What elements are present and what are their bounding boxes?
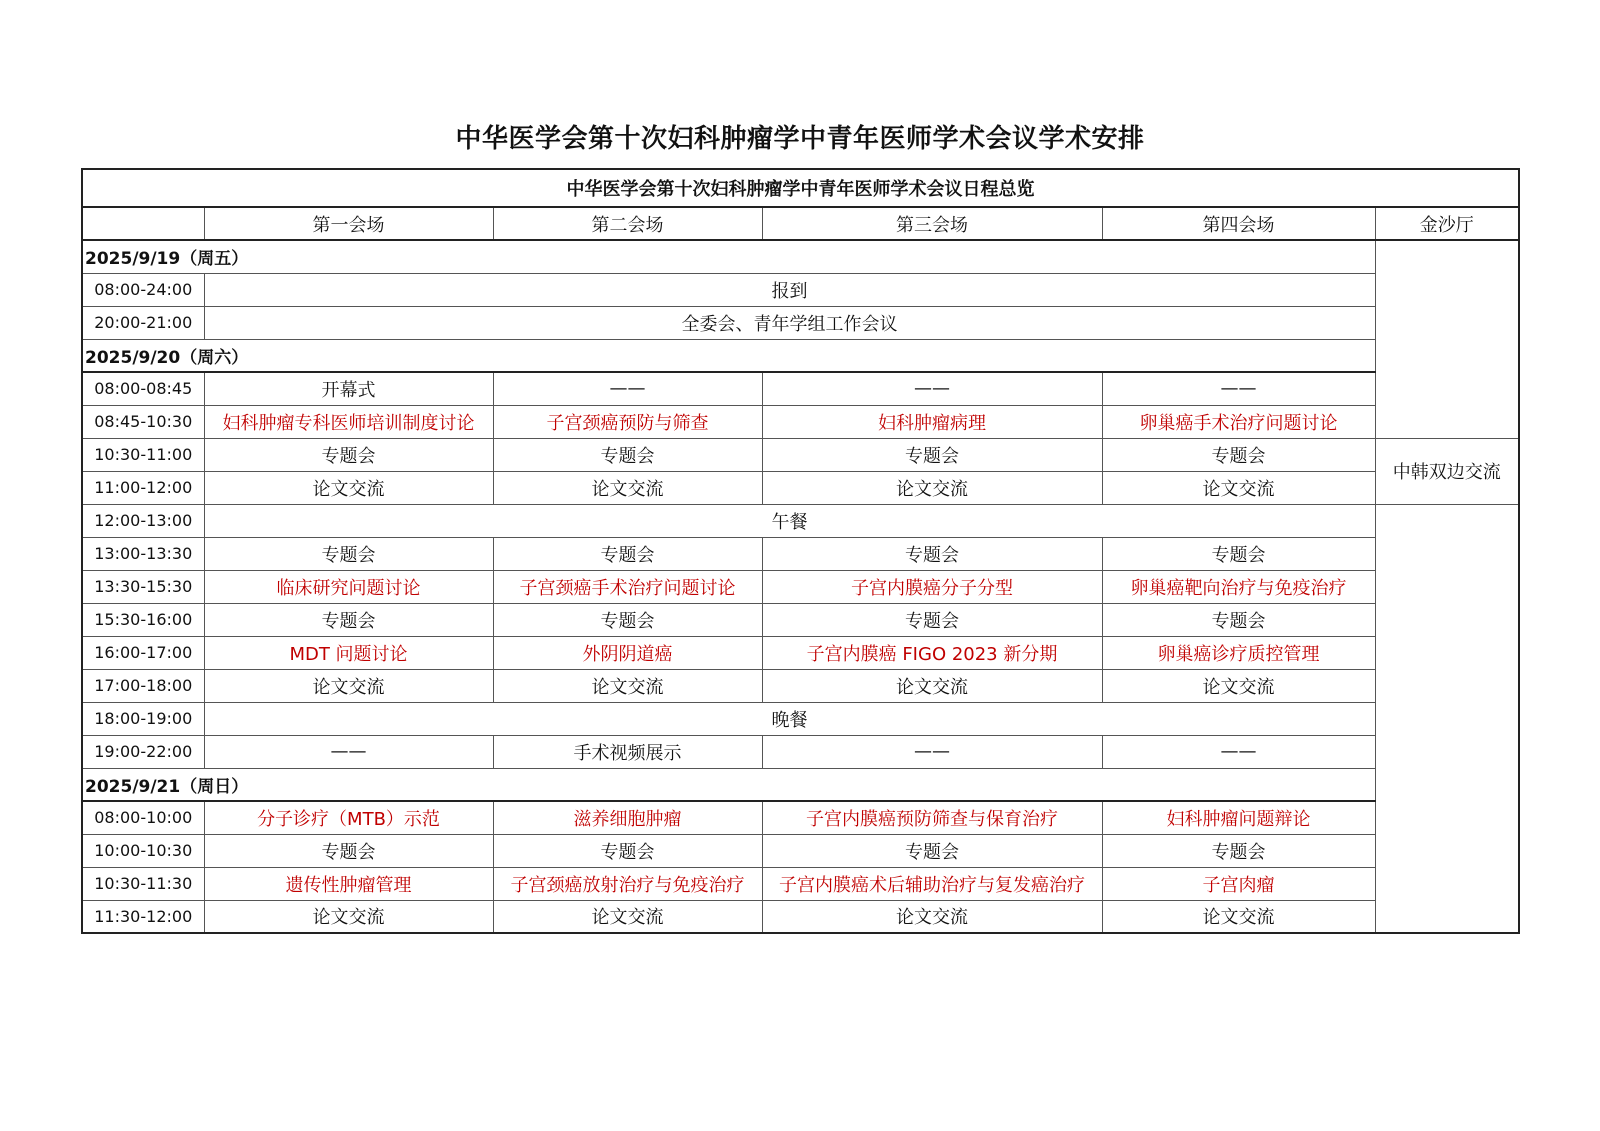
hall-header: 第一会场 (204, 207, 493, 240)
schedule-merged-cell: 报到 (204, 273, 1375, 306)
session-cell: 卵巢癌靶向治疗与免疫治疗 (1102, 570, 1375, 603)
document-title: 中华医学会第十次妇科肿瘤学中青年医师学术会议学术安排 (455, 124, 1145, 154)
session-cell: 子宫颈癌预防与筛查 (493, 405, 762, 438)
day-date: 2025/9/21（周日） (82, 768, 1375, 801)
session-cell: 论文交流 (204, 471, 493, 504)
jinsha-empty-cell (1375, 735, 1519, 768)
time-slot: 17:00-18:00 (82, 669, 204, 702)
jinsha-empty-cell (1375, 900, 1519, 933)
session-cell: 论文交流 (762, 900, 1102, 933)
session-cell: 外阴阴道癌 (493, 636, 762, 669)
time-slot: 10:30-11:30 (82, 867, 204, 900)
time-slot: 08:00-24:00 (82, 273, 204, 306)
session-cell: 专题会 (762, 438, 1102, 471)
time-slot: 19:00-22:00 (82, 735, 204, 768)
time-slot: 13:00-13:30 (82, 537, 204, 570)
session-cell: 专题会 (1102, 438, 1375, 471)
session-cell: 专题会 (762, 834, 1102, 867)
jinsha-empty-cell (1375, 273, 1519, 306)
session-cell: 子宫内膜癌 FIGO 2023 新分期 (762, 636, 1102, 669)
time-slot: 16:00-17:00 (82, 636, 204, 669)
session-cell: —— (1102, 735, 1375, 768)
session-cell: 论文交流 (762, 471, 1102, 504)
side-event-cell: 中韩双边交流 (1375, 438, 1519, 504)
time-slot: 10:30-11:00 (82, 438, 204, 471)
session-cell: 专题会 (204, 438, 493, 471)
jinsha-empty-cell (1375, 867, 1519, 900)
session-cell: 专题会 (204, 537, 493, 570)
session-cell: 遗传性肿瘤管理 (204, 867, 493, 900)
session-cell: 子宫内膜癌术后辅助治疗与复发癌治疗 (762, 867, 1102, 900)
jinsha-empty-cell (1375, 537, 1519, 570)
session-cell: 妇科肿瘤问题辩论 (1102, 801, 1375, 834)
jinsha-empty-cell (1375, 570, 1519, 603)
session-cell: 卵巢癌诊疗质控管理 (1102, 636, 1375, 669)
session-cell: 专题会 (1102, 603, 1375, 636)
jinsha-empty-cell (1375, 372, 1519, 405)
session-cell: 论文交流 (493, 471, 762, 504)
session-cell: 分子诊疗（MTB）示范 (204, 801, 493, 834)
session-cell: 论文交流 (493, 900, 762, 933)
session-cell: 专题会 (493, 834, 762, 867)
schedule-merged-cell: 全委会、青年学组工作会议 (204, 306, 1375, 339)
session-cell: MDT 问题讨论 (204, 636, 493, 669)
session-cell: —— (493, 372, 762, 405)
session-cell: 论文交流 (1102, 471, 1375, 504)
session-cell: 子宫肉瘤 (1102, 867, 1375, 900)
time-slot: 18:00-19:00 (82, 702, 204, 735)
jinsha-empty-cell (1375, 240, 1519, 273)
time-slot: 08:45-10:30 (82, 405, 204, 438)
session-cell: 子宫内膜癌分子分型 (762, 570, 1102, 603)
schedule-merged-cell: 晚餐 (204, 702, 1375, 735)
day-date: 2025/9/19（周五） (82, 240, 1375, 273)
jinsha-empty-cell (1375, 339, 1519, 372)
time-slot: 20:00-21:00 (82, 306, 204, 339)
jinsha-empty-cell (1375, 603, 1519, 636)
time-slot: 15:30-16:00 (82, 603, 204, 636)
session-cell: 临床研究问题讨论 (204, 570, 493, 603)
schedule-table (81, 168, 1520, 934)
jinsha-empty-cell (1375, 504, 1519, 537)
session-cell: 论文交流 (1102, 900, 1375, 933)
time-slot: 13:30-15:30 (82, 570, 204, 603)
session-cell: 妇科肿瘤病理 (762, 405, 1102, 438)
session-cell: 妇科肿瘤专科医师培训制度讨论 (204, 405, 493, 438)
session-cell: 专题会 (1102, 834, 1375, 867)
session-cell: 子宫内膜癌预防筛查与保育治疗 (762, 801, 1102, 834)
session-cell: 专题会 (493, 537, 762, 570)
session-cell: 开幕式 (204, 372, 493, 405)
hall-header: 第三会场 (762, 207, 1102, 240)
session-cell: 专题会 (204, 834, 493, 867)
session-cell: 论文交流 (204, 669, 493, 702)
jinsha-empty-cell (1375, 306, 1519, 339)
hall-header: 第四会场 (1102, 207, 1375, 240)
day-date: 2025/9/20（周六） (82, 339, 1375, 372)
session-cell: 子宫颈癌放射治疗与免疫治疗 (493, 867, 762, 900)
session-cell: 专题会 (493, 438, 762, 471)
jinsha-empty-cell (1375, 636, 1519, 669)
session-cell: —— (762, 735, 1102, 768)
jinsha-empty-cell (1375, 405, 1519, 438)
session-cell: 子宫颈癌手术治疗问题讨论 (493, 570, 762, 603)
header-time-cell (82, 207, 204, 240)
hall-header: 第二会场 (493, 207, 762, 240)
jinsha-empty-cell (1375, 702, 1519, 735)
session-cell: 专题会 (762, 537, 1102, 570)
jinsha-empty-cell (1375, 801, 1519, 834)
session-cell: 专题会 (1102, 537, 1375, 570)
session-cell: 专题会 (493, 603, 762, 636)
session-cell: 卵巢癌手术治疗问题讨论 (1102, 405, 1375, 438)
time-slot: 08:00-08:45 (82, 372, 204, 405)
jinsha-empty-cell (1375, 768, 1519, 801)
time-slot: 11:00-12:00 (82, 471, 204, 504)
session-cell: 论文交流 (204, 900, 493, 933)
time-slot: 10:00-10:30 (82, 834, 204, 867)
time-slot: 12:00-13:00 (82, 504, 204, 537)
table-caption: 中华医学会第十次妇科肿瘤学中青年医师学术会议日程总览 (82, 169, 1519, 207)
time-slot: 11:30-12:00 (82, 900, 204, 933)
session-cell: —— (1102, 372, 1375, 405)
jinsha-empty-cell (1375, 669, 1519, 702)
session-cell: 滋养细胞肿瘤 (493, 801, 762, 834)
time-slot: 08:00-10:00 (82, 801, 204, 834)
session-cell: 手术视频展示 (493, 735, 762, 768)
session-cell: 专题会 (204, 603, 493, 636)
session-cell: —— (762, 372, 1102, 405)
session-cell: 论文交流 (1102, 669, 1375, 702)
session-cell: 论文交流 (493, 669, 762, 702)
session-cell: 论文交流 (762, 669, 1102, 702)
hall-header: 金沙厅 (1375, 207, 1519, 240)
session-cell: 专题会 (762, 603, 1102, 636)
session-cell: —— (204, 735, 493, 768)
jinsha-empty-cell (1375, 834, 1519, 867)
schedule-merged-cell: 午餐 (204, 504, 1375, 537)
